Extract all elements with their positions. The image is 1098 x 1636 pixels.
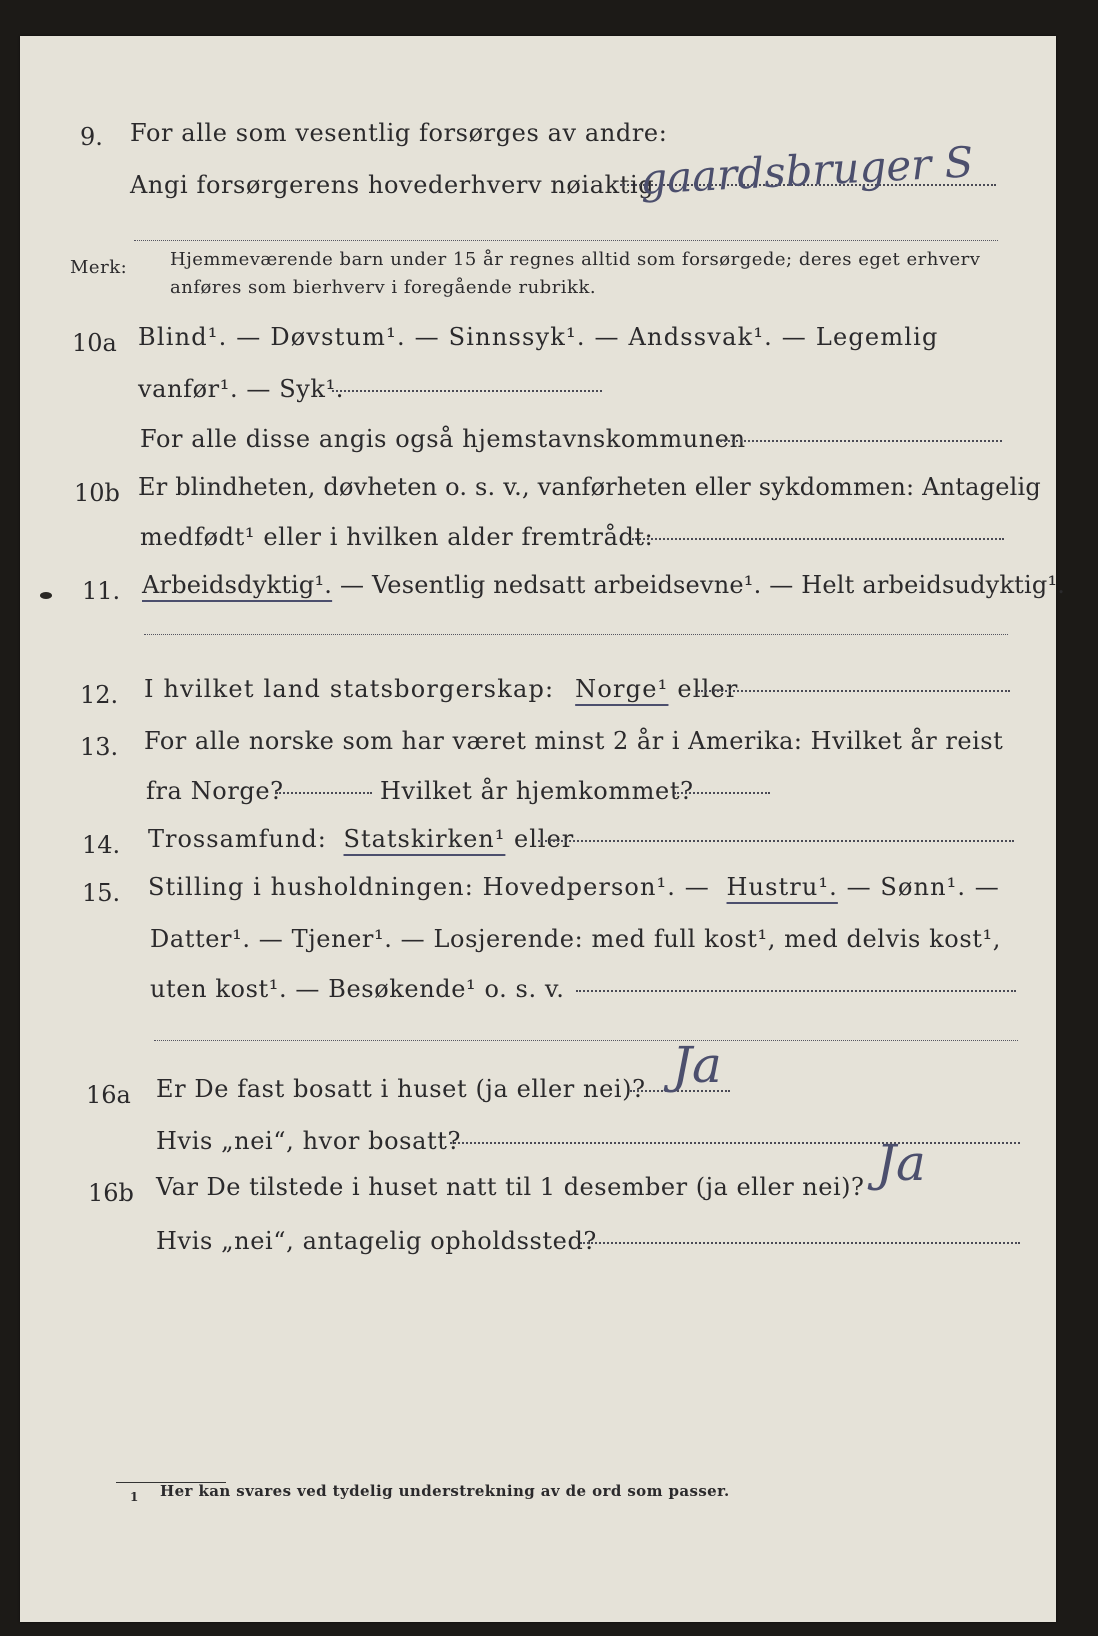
note-label: Merk:	[70, 257, 128, 278]
q14-line	[148, 824, 574, 854]
q15-line1a: Stilling i husholdningen: Hovedperson¹. —	[148, 873, 710, 901]
q11-extra-line	[144, 634, 1008, 635]
note-line1: Hjemmeværende barn under 15 år regnes alltid som forsørgede; deres eget erhverv	[170, 249, 981, 270]
q14-tail: eller	[514, 825, 575, 853]
q15-option-hustru: Hustru¹.	[726, 873, 838, 901]
q10a-line3-dots	[720, 440, 1002, 442]
q13-number: 13.	[80, 733, 119, 761]
q10a-line2-dots	[332, 390, 602, 392]
q14-dots	[538, 840, 1014, 842]
q15-line1	[148, 872, 1000, 902]
q12-number: 12.	[80, 681, 119, 709]
q16b-number: 16b	[88, 1179, 134, 1207]
q15-line2: Datter¹. — Tjener¹. — Losjerende: med full kost¹, med delvis kost¹,	[150, 925, 1001, 953]
census-form-page	[20, 36, 1066, 1622]
footnote-text: Her kan svares ved tydelig understrekning av de ord som passer.	[160, 1482, 730, 1500]
q12-line	[144, 674, 739, 704]
q13-line1: For alle norske som har været minst 2 år i Amerika: Hvilket år reist	[144, 727, 1004, 755]
q16b-line2: Hvis „nei“, antagelig opholdssted?	[156, 1227, 597, 1255]
q10b-line2-dots	[632, 538, 1004, 540]
q11-rest: — Vesentlig nedsatt arbeidsevne¹. — Helt arbeidsudyktig¹.	[332, 571, 1066, 599]
q10a-line3: For alle disse angis også hjemstavnskommunen	[140, 425, 746, 453]
q16b-line1: Var De tilstede i huset natt til 1 desember (ja eller nei)?	[156, 1173, 865, 1201]
q11-line	[142, 570, 1065, 600]
q12-dots	[698, 690, 1010, 692]
q16a-line2-dots	[450, 1142, 1020, 1144]
q9-line1: For alle som vesentlig forsørges av andre:	[130, 119, 668, 147]
q16a-line2: Hvis „nei“, hvor bosatt?	[156, 1127, 461, 1155]
q10a-line1: Blind¹. — Døvstum¹. — Sinnssyk¹. — Andssvak¹. — Legemlig	[138, 323, 939, 351]
q12-option-norge: Norge¹	[575, 675, 669, 703]
q13-dots-a	[276, 792, 372, 794]
q15-number: 15.	[82, 879, 121, 907]
q12-text: I hvilket land statsborgerskap:	[144, 675, 555, 703]
q11-number: 11.	[82, 577, 121, 605]
note-line2: anføres som bierhverv i foregående rubrikk.	[170, 277, 597, 298]
q16a-handwritten-answer: Ja	[672, 1036, 722, 1094]
footnote-mark: 1	[130, 1490, 139, 1504]
q12-tail: eller	[677, 675, 739, 703]
q15-line1c: — Sønn¹. —	[846, 873, 1000, 901]
q10b-line1: Er blindheten, døvheten o. s. v., vanførheten eller sykdommen: Antagelig	[138, 473, 1041, 501]
q16a-number: 16a	[86, 1081, 131, 1109]
q9-line2: Angi forsørgerens hovederhverv nøiaktig	[130, 171, 655, 199]
q10a-line2: vanfør¹. — Syk¹.	[138, 375, 345, 403]
q16a-line1: Er De fast bosatt i huset (ja eller nei)?	[156, 1075, 646, 1103]
q16b-line2-dots	[580, 1242, 1020, 1244]
q13-line2a: fra Norge?	[146, 777, 284, 805]
q13-line2b: Hvilket år hjemkommet?	[380, 777, 694, 805]
q10b-line2: medfødt¹ eller i hvilken alder fremtrådt:	[140, 523, 654, 551]
q15-line3: uten kost¹. — Besøkende¹ o. s. v.	[150, 975, 565, 1003]
q11-option-arbeidsdyktig: Arbeidsdyktig¹.	[142, 571, 333, 599]
q9-handwritten-answer: gaardsbruger S	[638, 137, 975, 204]
q10a-number: 10a	[72, 329, 117, 357]
q9-extra-line	[134, 240, 998, 241]
q9-number: 9.	[80, 123, 103, 151]
q16b-handwritten-answer: Ja	[876, 1134, 926, 1192]
q14-text: Trossamfund:	[148, 825, 327, 853]
q14-number: 14.	[82, 831, 121, 859]
q13-dots-b	[674, 792, 770, 794]
q15-extra-line	[154, 1040, 1018, 1041]
q10b-number: 10b	[74, 479, 120, 507]
q14-option-statskirken: Statskirken¹	[343, 825, 506, 853]
ink-blot	[40, 592, 52, 599]
q15-dots	[576, 990, 1016, 992]
